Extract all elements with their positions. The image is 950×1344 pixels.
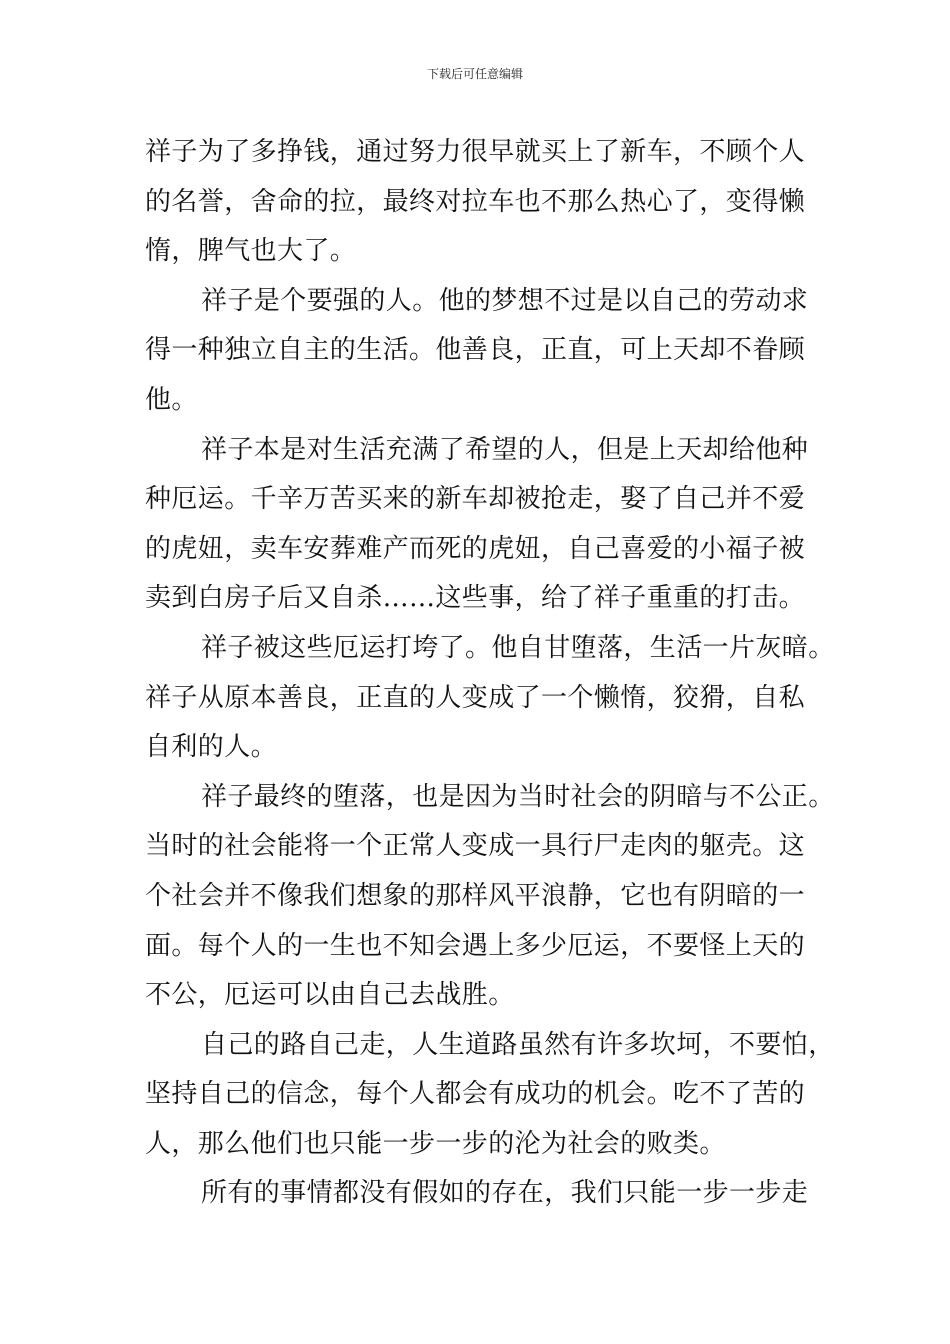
text-line: 坚持自己的信念，每个人都会有成功的机会。吃不了苦的 [145,1079,806,1110]
paragraph-first-line: 祥子是个要强的人。他的梦想不过是以自己的劳动求 [201,285,809,316]
text-line: 惰，脾气也大了。 [145,236,357,267]
text-line: 的虎妞，卖车安葬难产而死的虎妞，自己喜爱的小福子被 [145,533,806,564]
text-line: 卖到白房子后又自杀……这些事，给了祥子重重的打击。 [145,583,806,614]
text-line: 得一种独立自主的生活。他善良，正直，可上天却不眷顾 [145,335,806,366]
text-line: 面。每个人的一生也不知会遇上多少厄运，不要怪上天的 [145,930,806,961]
paragraph-first-line: 祥子最终的堕落，也是因为当时社会的阴暗与不公正。 [201,781,835,812]
text-line: 祥子从原本善良，正直的人变成了一个懒惰，狡猾，自私 [145,682,806,713]
page-header: 下载后可任意编辑 [426,67,523,81]
text-line: 个社会并不像我们想象的那样风平浪静，它也有阴暗的一 [145,880,806,911]
text-line: 不公，厄运可以由自己去战胜。 [145,980,515,1011]
text-line: 种厄运。千辛万苦买来的新车却被抢走，娶了自己并不爱 [145,484,806,515]
text-line: 人，那么他们也只能一步一步的沦为社会的败类。 [145,1128,726,1159]
paragraph-first-line: 所有的事情都没有假如的存在，我们只能一步一步走 [201,1178,809,1209]
document-body [145,128,835,1219]
text-line: 当时的社会能将一个正常人变成一具行尸走肉的躯壳。这 [145,831,806,862]
paragraph-first-line: 祥子本是对生活充满了希望的人，但是上天却给他种 [201,434,809,465]
text-line: 他。 [145,384,198,415]
text-line: 的名誉，舍命的拉，最终对拉车也不那么热心了，变得懒 [145,186,806,217]
text-line: 自利的人。 [145,732,278,763]
text-line: 祥子为了多挣钱，通过努力很早就买上了新车，不顾个人 [145,137,806,167]
paragraph-first-line: 祥子被这些厄运打垮了。他自甘堕落，生活一片灰暗。 [201,632,835,663]
paragraph-first-line: 自己的路自己走，人生道路虽然有许多坎坷，不要怕， [201,1029,835,1060]
